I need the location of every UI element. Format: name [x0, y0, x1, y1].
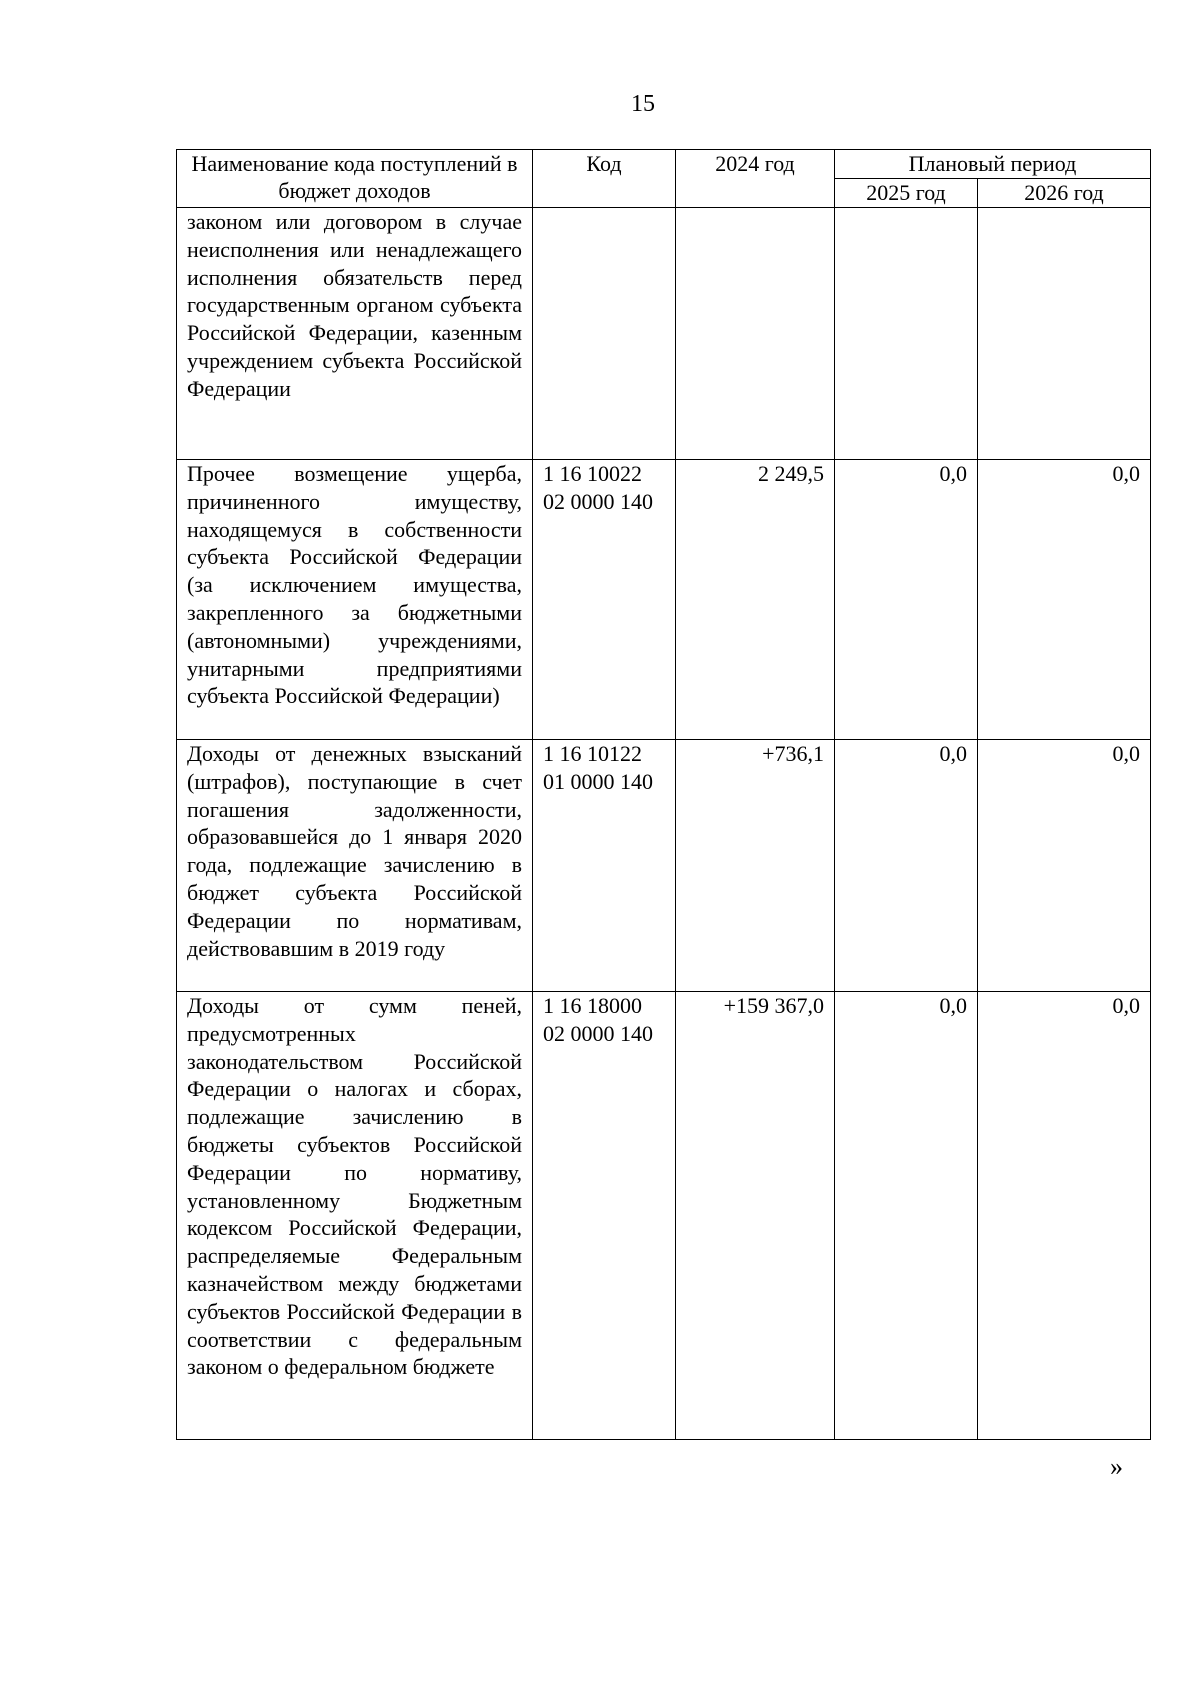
row-2026: 0,0	[978, 740, 1151, 992]
header-2026: 2026 год	[978, 179, 1151, 208]
row-name: Доходы от денежных взысканий (штрафов), поступающие в счет погашения задолженности, образовавшейся до 1 января 2020 года, подлежащие зачислению в бюджет субъекта Российской Федерации по нормативам, действовавшим в 2019 году	[177, 740, 533, 992]
budget-revenue-table	[176, 149, 1151, 1440]
row-2026: 0,0	[978, 992, 1151, 1440]
row-2025: 0,0	[835, 992, 978, 1440]
header-code: Код	[533, 150, 676, 208]
row-code: 1 16 10122 01 0000 140	[533, 740, 676, 992]
row-code: 1 16 10022 02 0000 140	[533, 460, 676, 740]
row-name: Прочее возмещение ущерба, причиненного имуществу, находящемуся в собственности субъекта Российской Федерации (за исключением имущества, закрепленного за бюджетными (автономными) учреждениями, унитарными предприятиями субъекта Российской Федерации)	[177, 460, 533, 740]
header-name: Наименование кода поступлений в бюджет доходов	[177, 150, 533, 208]
header-2024: 2024 год	[676, 150, 835, 208]
row-code	[533, 208, 676, 460]
row-2024: +736,1	[676, 740, 835, 992]
row-2024: +159 367,0	[676, 992, 835, 1440]
row-2025	[835, 208, 978, 460]
row-2025: 0,0	[835, 460, 978, 740]
header-planned-period: Плановый период	[835, 150, 1151, 179]
closing-quote-mark: »	[1110, 1452, 1123, 1481]
header-2025: 2025 год	[835, 179, 978, 208]
table-row	[177, 460, 1151, 740]
row-name: Доходы от сумм пеней, предусмотренных законодательством Российской Федерации о налогах и сборах, подлежащие зачислению в бюджеты субъектов Российской Федерации по нормативу, установленному Бюджетным кодексом Российской Федерации, распределяемые Федеральным казначейством между бюджетами субъектов Российской Федерации в соответствии с федеральным законом о федеральном бюджете	[177, 992, 533, 1440]
row-2024	[676, 208, 835, 460]
row-2026	[978, 208, 1151, 460]
table-row	[177, 740, 1151, 992]
row-2025: 0,0	[835, 740, 978, 992]
page-number: 15	[631, 91, 655, 117]
table-header-row	[177, 150, 1151, 179]
row-name: законом или договором в случае неисполнения или ненадлежащего исполнения обязательств перед государственным органом субъекта Российской Федерации, казенным учреждением субъекта Российской Федерации	[177, 208, 533, 460]
row-code: 1 16 18000 02 0000 140	[533, 992, 676, 1440]
row-2024: 2 249,5	[676, 460, 835, 740]
table-row	[177, 992, 1151, 1440]
row-2026: 0,0	[978, 460, 1151, 740]
table-row	[177, 208, 1151, 460]
